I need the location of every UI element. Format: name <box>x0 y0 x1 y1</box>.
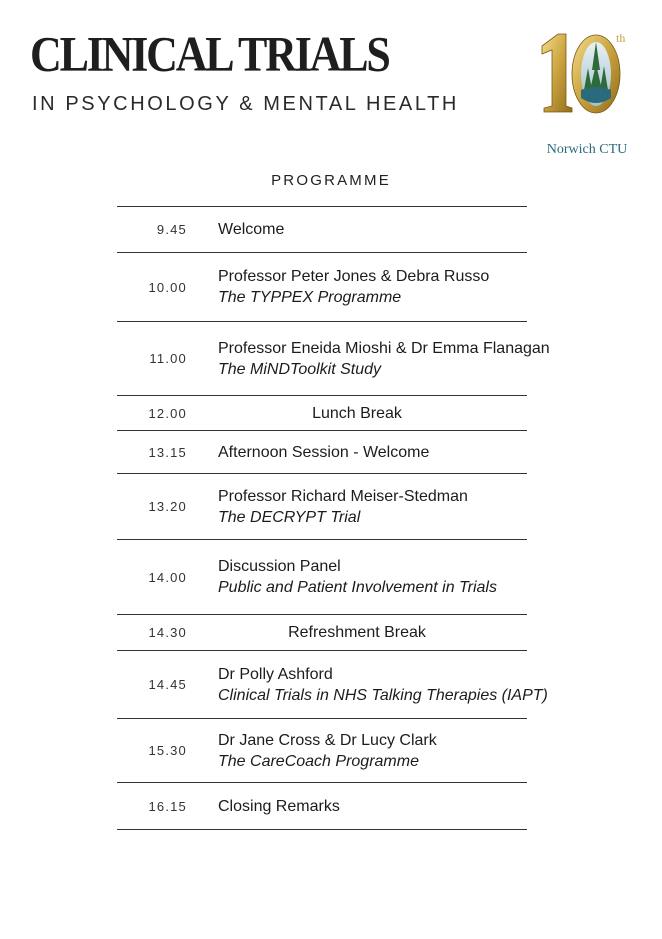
session-content <box>218 783 340 829</box>
schedule-row <box>117 252 527 321</box>
svg-text:th: th <box>616 31 626 45</box>
session-subtitle: The CareCoach Programme <box>218 752 419 770</box>
schedule-row <box>117 473 527 539</box>
session-time: 15.30 <box>148 743 187 758</box>
schedule-row <box>117 782 527 830</box>
logo-10th-icon <box>532 28 642 140</box>
norwich-ctu-10th-logo <box>532 28 634 157</box>
session-title: Closing Remarks <box>218 797 340 815</box>
session-content <box>218 474 468 539</box>
session-title: Welcome <box>218 221 285 238</box>
schedule-row <box>117 614 527 650</box>
schedule-row <box>117 395 527 430</box>
session-time: 12.00 <box>148 405 187 421</box>
session-title: Professor Peter Jones & Debra Russo <box>218 268 490 285</box>
session-time: 9.45 <box>156 222 187 237</box>
page-title: CLINICAL TRIALS <box>30 26 389 82</box>
schedule-row <box>117 430 527 473</box>
page-subtitle: IN PSYCHOLOGY & MENTAL HEALTH <box>32 93 459 115</box>
schedule-row <box>117 206 527 252</box>
session-content <box>218 253 489 321</box>
session-title: Lunch Break <box>312 404 402 422</box>
session-subtitle: The DECRYPT Trial <box>218 508 361 526</box>
session-title: Afternoon Session - Welcome <box>218 443 430 461</box>
session-time: 16.15 <box>148 798 187 814</box>
session-title: Professor Richard Meiser-Stedman <box>218 487 468 505</box>
session-title: Dr Jane Cross & Dr Lucy Clark <box>218 731 437 749</box>
session-content <box>187 615 527 650</box>
session-time: 14.45 <box>148 677 187 692</box>
session-content <box>218 431 429 473</box>
session-time: 14.30 <box>148 625 187 640</box>
session-time: 14.00 <box>148 569 187 585</box>
session-title: Discussion Panel <box>218 558 341 575</box>
schedule-row <box>117 539 527 614</box>
session-content <box>218 207 284 252</box>
logo-text: Norwich CTU <box>546 142 628 157</box>
session-content <box>218 651 548 718</box>
session-time: 13.20 <box>148 499 187 514</box>
session-subtitle: Public and Patient Involvement in Trials <box>218 579 497 596</box>
schedule-row <box>117 718 527 782</box>
session-content <box>218 719 437 782</box>
session-time: 11.00 <box>149 351 187 366</box>
programme-heading: PROGRAMME <box>271 172 391 189</box>
schedule-row <box>117 650 548 718</box>
session-subtitle: Clinical Trials in NHS Talking Therapies (IAPT) <box>218 686 548 704</box>
session-time: 13.15 <box>148 444 187 460</box>
session-subtitle: The TYPPEX Programme <box>218 289 402 306</box>
session-title: Professor Eneida Mioshi & Dr Emma Flanagan <box>218 339 550 357</box>
session-subtitle: The MiNDToolkit Study <box>218 360 382 378</box>
session-content <box>187 396 527 430</box>
session-title: Dr Polly Ashford <box>218 665 333 683</box>
session-content <box>218 322 550 395</box>
session-time: 10.00 <box>148 279 187 295</box>
schedule-table <box>117 206 550 830</box>
session-title: Refreshment Break <box>288 624 426 641</box>
schedule-row <box>117 321 550 395</box>
session-content <box>218 540 497 614</box>
